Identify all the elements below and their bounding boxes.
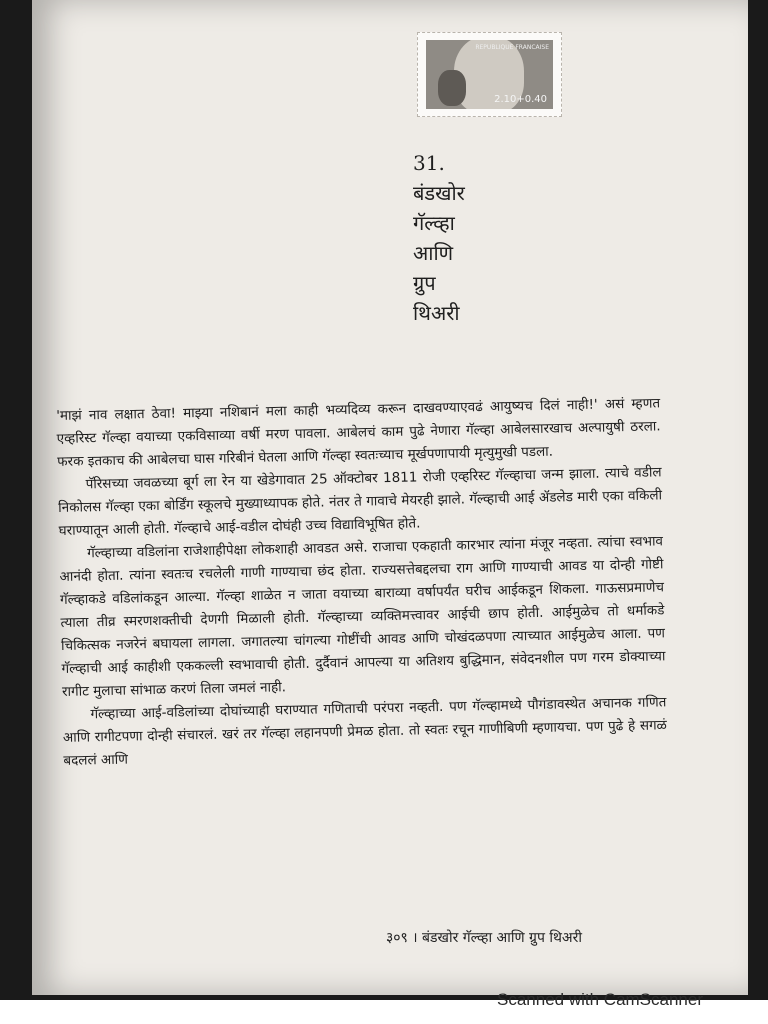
paragraph: गॅल्व्हाच्या आई-वडिलांच्या दोघांच्याही घराण्यात गणिताची परंपरा नव्हती. पण गॅल्व्हामध्ये पौगंडावस्थेत अचानक गणित आणि रागीटपणा दोन्ही संचारलं. खरं तर गॅल्व्हा लहानपणी प्रेमळ होता. तो स्वतः रचून गाणीबिणी म्हणायचा. पण पुढे हे सगळं बदललं आणि <box>62 694 668 769</box>
scanner-watermark: Scanned with CamScanner <box>497 990 704 1009</box>
chapter-title-line: थिअरी <box>413 301 460 325</box>
stamp-value: 2.10+0.40 <box>494 94 547 105</box>
paragraph: गॅल्व्हाच्या वडिलांना राजेशाहीपेक्षा लोकशाही आवडत असे. राजाचा एकहाती कारभार त्यांना मंजूर नव्हता. त्यांचा स्वभाव आनंदी होता. त्यांना स्वतःच रचलेली गाणी गाण्याचा छंद होता. राज्यसत्तेबद्दलचा राग आणि गाण्याची आवड या दोन्ही गोष्टी गॅल्व्हाकडे वडिलांकडून आल्या. गॅल्व्हा शाळेत न जाता वयाच्या बाराव्या वर्षापर्यंत घरीच आईकडून शिकला. गाऊसप्रमाणेच त्याला तीव्र स्मरणशक्तीची देणगी मिळाली होती. गॅल्व्हाच्या व्यक्तिमत्त्वावर आईची छाप होती. आईमुळेच तो धर्माकडे चिकित्सक नजरेनं बघायला लागला. जगातल्या चांगल्या गोष्टींची आवड आणि चोखंदळपणा त्याच्यात आईमुळेच आला. पण गॅल्व्हाची आई काहीशी एककल्ली स्वभावाची होती. दुर्दैवानं आपल्या या अतिशय बुद्धिमान, संवेदनशील पण गरम डोक्याच्या रागीट मुलाचा सांभाळ करणं तिला जमलं नाही. <box>59 533 666 700</box>
chapter-heading <box>413 148 465 328</box>
chapter-title-line: गॅल्व्हा <box>413 211 455 235</box>
page-footer: ३०९ । बंडखोर गॅल्व्हा आणि ग्रुप थिअरी <box>386 930 582 946</box>
stamp-portrait-small <box>438 70 466 106</box>
paragraph: 'माझं नाव लक्षात ठेवा! माझ्या नशिबानं मला काही भव्यदिव्य करून दाखवण्याएवढं आयुष्यच दिलं नाही!' असं म्हणत एव्हरिस्ट गॅल्व्हा वयाच्या एकविसाव्या वर्षी मरण पावला. आबेलचं काम पुढे नेणारा गॅल्व्हा आबेलसारखाच अल्पायुषी ठरला. फरक इतकाच की आबेलचा घास गरिबीनं घेतला आणि गॅल्व्हा स्वतःच्याच मूर्खपणापायी मृत्युमुखी पडला. <box>56 395 661 470</box>
body-text <box>56 392 668 773</box>
chapter-title-line: बंडखोर <box>413 181 465 205</box>
chapter-title-line: ग्रुप <box>413 271 436 295</box>
stamp-image <box>426 40 553 109</box>
chapter-title-line: आणि <box>413 241 454 265</box>
paragraph: पॅरिसच्या जवळच्या बूर्ग ला रेन या खेडेगावात 25 ऑक्टोबर 1811 रोजी एव्हरिस्ट गॅल्व्हाचा जन्म झाला. त्याचे वडील निकोलस गॅल्व्हा एका बोर्डिंग स्कूलचे मुख्याध्यापक होते. नंतर ते गावाचे मेयरही झाले. गॅल्व्हाची आई ॲडलेड मारी एका वकिली घराण्यातून आली होती. गॅल्व्हाचे आई-वडील दोघंही उच्च विद्याविभूषित होते. <box>57 464 663 539</box>
stamp-country: REPUBLIQUE FRANCAISE <box>475 44 549 51</box>
chapter-number: 31. <box>413 151 445 175</box>
postage-stamp <box>417 32 562 117</box>
